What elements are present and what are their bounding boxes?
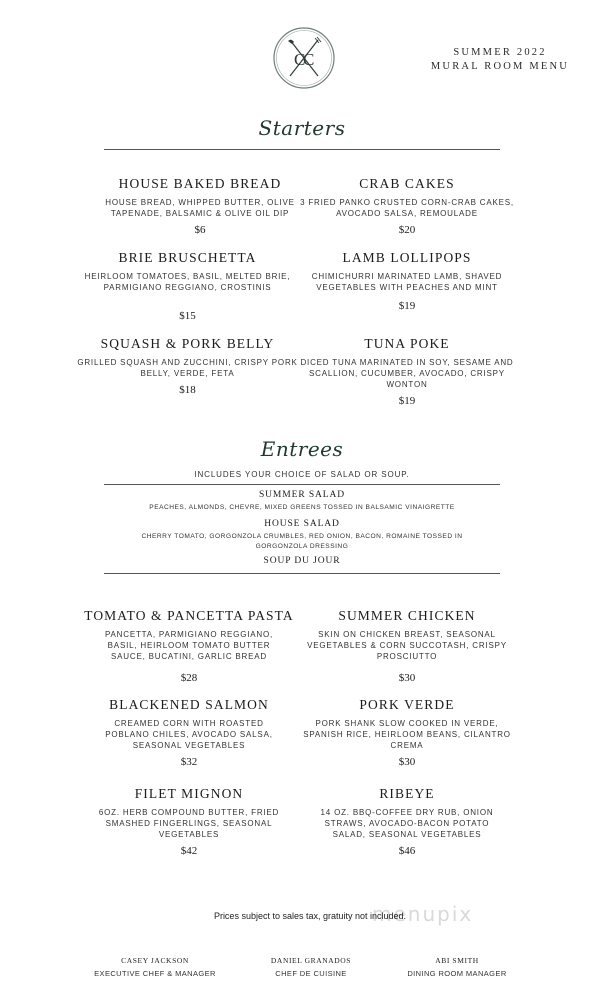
sides-top-divider (104, 484, 500, 485)
starters-heading: Starters (258, 116, 346, 140)
menu-item-crab-cakes (292, 176, 522, 241)
item-price: $30 (398, 672, 416, 684)
side-summer-salad: SUMMER SALAD (258, 490, 346, 500)
side-summer-salad-description: PEACHES, ALMONDS, CHEVRE, MIXED GREENS TOSSED IN BALSAMIC VINAIGRETTE (149, 504, 455, 511)
item-price: $28 (180, 672, 198, 684)
entree-includes-note: INCLUDES YOUR CHOICE OF SALAD OR SOUP. (194, 470, 410, 479)
staff-name: DANIEL GRANADOS (270, 956, 352, 965)
item-price: $19 (398, 300, 416, 312)
menu-item-summer-chicken (292, 608, 522, 688)
menu-item-tuna-poke (292, 336, 522, 411)
item-price: $30 (398, 756, 416, 768)
item-name: BRIE BRUSCHETTA (118, 250, 257, 265)
starters-divider (104, 149, 500, 150)
item-name: FILET MIGNON (134, 786, 244, 801)
staff-executive-chef (80, 956, 230, 978)
item-name: SUMMER CHICKEN (338, 608, 476, 623)
staff-name: ABI SMITH (435, 956, 479, 965)
menupix-watermark: menupix (372, 902, 474, 926)
item-description: CHIMICHURRI MARINATED LAMB, SHAVED VEGETABLES WITH PEACHES AND MINT (311, 272, 503, 292)
item-price: $20 (398, 224, 416, 236)
staff-dining-room-manager (382, 956, 532, 978)
item-description: DICED TUNA MARINATED IN SOY, SESAME AND SCALLION, CUCUMBER, AVOCADO, CRISPY WONTON (300, 358, 514, 389)
menu-season-title (430, 46, 570, 74)
side-house-salad: HOUSE SALAD (264, 519, 340, 529)
menu-item-pork-verde (292, 697, 522, 772)
item-price: $46 (398, 845, 416, 857)
menu-item-house-baked-bread (85, 176, 315, 241)
svg-text:C: C (294, 50, 306, 69)
item-description: 14 OZ. BBQ-COFFEE DRY RUB, ONION STRAWS, AVOCADO-BACON POTATO SALAD, SEASONAL VEGETABLES (320, 808, 494, 839)
menu-item-tomato-pancetta-pasta (75, 608, 303, 688)
item-price: $18 (179, 384, 196, 396)
item-name: RIBEYE (379, 786, 435, 801)
sides-bottom-divider (104, 573, 500, 574)
item-name: SQUASH & PORK BELLY (100, 336, 275, 351)
item-description: HOUSE BREAD, WHIPPED BUTTER, OLIVE TAPENADE, BALSAMIC & OLIVE OIL DIP (105, 198, 295, 218)
item-name: TUNA POKE (364, 336, 450, 351)
svg-text:C: C (303, 50, 315, 69)
menu-item-ribeye (292, 786, 522, 861)
item-price: $6 (194, 224, 206, 236)
menu-item-filet-mignon (75, 786, 303, 861)
item-name: LAMB LOLLIPOPS (342, 250, 472, 265)
menu-name-line: MURAL ROOM MENU (430, 61, 570, 72)
menu-item-lamb-lollipops (292, 250, 522, 315)
item-description: 6OZ. HERB COMPOUND BUTTER, FRIED SMASHED FINGERLINGS, SEASONAL VEGETABLES (98, 808, 280, 839)
item-description: 3 FRIED PANKO CRUSTED CORN-CRAB CAKES, AVOCADO SALSA, REMOULADE (300, 198, 514, 218)
restaurant-logo (272, 26, 336, 90)
item-description: PANCETTA, PARMIGIANO REGGIANO, BASIL, HEIRLOOM TOMATO BUTTER SAUCE, BUCATINI, GARLIC BREAD (104, 630, 273, 661)
menu-item-brie-bruschetta (75, 250, 300, 325)
item-description: CREAMED CORN WITH ROASTED POBLANO CHILES, AVOCADO SALSA, SEASONAL VEGETABLES (105, 719, 273, 750)
staff-role: EXECUTIVE CHEF & MANAGER (94, 969, 216, 978)
item-description: SKIN ON CHICKEN BREAST, SEASONAL VEGETABLES & CORN SUCCOTASH, CRISPY PROSCIUTTO (307, 630, 507, 661)
item-price: $15 (179, 310, 196, 322)
menu-item-squash-pork-belly (75, 336, 300, 401)
item-price: $42 (180, 845, 198, 857)
item-price: $32 (180, 756, 198, 768)
staff-name: CASEY JACKSON (121, 956, 189, 965)
item-description: PORK SHANK SLOW COOKED IN VERDE, SPANISH RICE, HEIRLOOM BEANS, CILANTRO CREMA (303, 719, 511, 750)
item-name: HOUSE BAKED BREAD (118, 176, 282, 191)
item-price: $19 (398, 395, 416, 407)
item-description: GRILLED SQUASH AND ZUCCHINI, CRISPY PORK BELLY, VERDE, FETA (77, 358, 298, 378)
side-house-salad-description: CHERRY TOMATO, GORGONZOLA CRUMBLES, RED ONION, BACON, ROMAINE TOSSED IN GORGONZOLA DRESSING (141, 533, 463, 550)
menu-item-blackened-salmon (75, 697, 303, 772)
item-name: PORK VERDE (359, 697, 455, 712)
price-tax-note: Prices subject to sales tax, gratuity not included. (213, 911, 407, 921)
staff-role: DINING ROOM MANAGER (407, 969, 507, 978)
item-name: TOMATO & PANCETTA PASTA (84, 608, 294, 623)
season-line: SUMMER 2022 (453, 47, 547, 58)
side-soup-du-jour: SOUP DU JOUR (263, 556, 341, 566)
staff-chef-de-cuisine (236, 956, 386, 978)
item-name: BLACKENED SALMON (109, 697, 269, 712)
item-description: HEIRLOOM TOMATOES, BASIL, MELTED BRIE, PARMIGIANO REGGIANO, CROSTINIS (84, 272, 291, 292)
entrees-heading: Entrees (260, 437, 344, 461)
item-name: CRAB CAKES (359, 176, 455, 191)
staff-role: CHEF DE CUISINE (275, 969, 347, 978)
